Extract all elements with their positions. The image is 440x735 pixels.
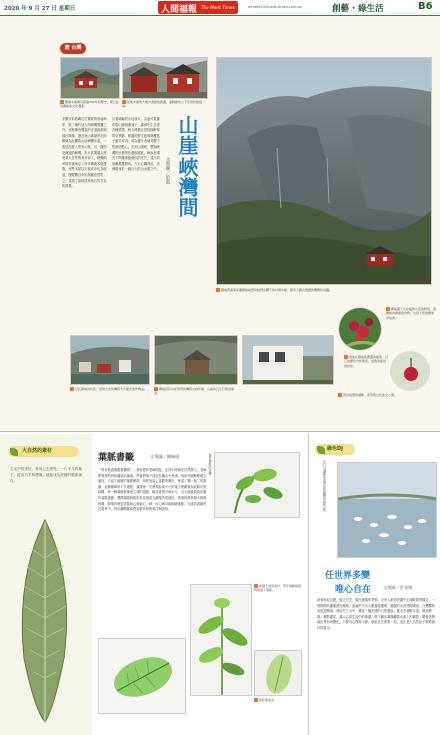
nature-intro: 生活中的美好，常用心去感受。一片平凡的葉子，經由巧手與想像，就能成為美麗的藝術創作。	[10, 467, 82, 483]
caption-leaf-process: 將葉子浸泡煮好，用牙刷輕刷葉肉後留下葉脈。	[254, 584, 302, 593]
article-byline: 文與圖／陳佩瑜	[150, 454, 180, 459]
header-bar	[0, 0, 440, 16]
caption-leaf-sprouts: 製作葉脈的步驟	[208, 454, 212, 475]
green-dj-badge: 綠色DJ	[315, 444, 355, 455]
nature-material-sidebar	[0, 434, 92, 735]
story-title-1: 山崖	[175, 115, 199, 155]
article-title: 葉脈書籤	[98, 453, 135, 463]
story-body-col-1: 多樂多彩島嶼位於挪威的西南海岸，除了擁有迷人的峽灣景觀之外，這裡擁有豐富的步道資源和健行路線，最近登山客最常走的路線為壯觀的山崖峽灣步道，一邊是高聳入雲的山壁，另一邊則是深邃的峽灣，步行其間讓人感受到大自然的鬼斧神工。峽灣兩旁的村落保存了許多傳統木屋建築，這些木屋以石板或草皮為屋頂，歷經數百年的風霜依然屹立，見證了當地居民與自然共存的智慧。	[62, 117, 107, 189]
caption-marker-icon	[254, 698, 258, 702]
photo-leaf-sprouts[interactable]	[214, 452, 300, 518]
leaf-badge-icon	[10, 448, 18, 456]
story-body-col-2: 沿著崎嶇的山徑前行，沿途可見瀑布從山壁傾瀉而下，森林中生長著各種漿果，秋天時節正是採摘野莓的好季節，路邊的野生藍莓與覆盆子隨手可得，成為健行者補充體力的最佳點心。走到山頂時，整個峽灣的壯麗景色盡收眼底，海水在陽光下閃耀著藍綠色的光芒，遠方的島嶼星羅棋布，令人心曠神怡，彷彿置身於一幅巨大的山水畫之中。	[112, 117, 160, 172]
story-title-2: 峽灣間	[175, 157, 199, 217]
caption-red-cabins: 從航木屋的方塊外清澈的碧湖，遠眺綠色山下花田和最後一海。	[122, 100, 206, 109]
logo-en: The Merit Times	[201, 4, 235, 10]
section-badge	[60, 43, 86, 54]
caption-berries: 挪威露天生存植物小徑的野莓，逐漸就為健康的食物，也是天然的維他命來源。	[386, 307, 436, 320]
caption-bookmark-result: 晾乾後成品	[254, 698, 302, 708]
top-story	[0, 17, 440, 432]
section-title: 創藝 · 綠生活	[332, 4, 384, 14]
single-berry-image	[391, 352, 430, 391]
logo-cn: 人間福報	[161, 5, 198, 15]
photo-mountain-cabin[interactable]	[154, 335, 238, 385]
caption-wooden-house: 挪威木屋擁有超過300年的歷史，現已成為挪威的文化遺產。	[60, 100, 119, 109]
dj-byline: 文與圖／洪金鳳	[383, 585, 413, 590]
story-byline: 文與圖／哈藍	[165, 157, 170, 184]
fjord-photo-image	[217, 58, 432, 285]
photo-red-cabins[interactable]	[122, 57, 208, 99]
dj-title-1: 任世界多變	[325, 571, 371, 581]
bird-photo-caption: 在日月潭國家風景區拍攝的鳥類生態	[322, 460, 326, 512]
house-photo-image	[61, 58, 120, 99]
photo-fjord-cliffs[interactable]	[216, 57, 432, 285]
badge-label: 遊 台灣	[64, 45, 82, 51]
caption-fjord: 挪威西南海岸邊挪威峽灣旁較們山腳下的吋樹木屋，屋旁人數山群護的鐵樹和雨露。	[216, 288, 336, 300]
photo-white-hut[interactable]	[242, 335, 334, 385]
leaf-bookmark-article	[0, 434, 305, 735]
dj-body: 趁著風和日麗，藍天白雲，陽光灑落的季節，全家人來到美濃中正湖畔賞景健走，一望無際的湖面波光粼粼，遠處的中央山脈層巒疊翠，湖邊的水鳥悠閒覓食，白鷺鷥時而展翅飛翔，時而佇立水中，構成一幅美麗的自然畫面。健走在湖畔步道，微風輕拂，樹影婆娑，讓人忘卻生活中的煩憂。停下腳步靜靜觀賞水面上的倒影，體會到無論世界如何變化，只要內心保持平靜，就能自在面對一切，這正是大自然給予我們最好的啟示。	[317, 598, 435, 630]
photo-egrets-lake[interactable]	[337, 462, 437, 558]
caption-mountain-cabin: 挪威居民仍在利用的傳統山林木屋，山區和石片打進的屋頂。	[154, 387, 235, 396]
photo-green-leaves[interactable]	[190, 584, 252, 696]
photo-single-berry[interactable]	[390, 351, 430, 391]
caption-village: 位於挪威的村莊，使用古老的傳統方式保存農作物品。	[70, 387, 150, 397]
photo-wild-berries[interactable]	[338, 307, 382, 351]
bookmark-result-image	[255, 651, 302, 696]
berries-photo-image	[339, 308, 382, 351]
leaf-skeleton-image	[99, 639, 186, 714]
caption-marker-icon	[338, 393, 342, 397]
leaf-badge-icon	[317, 446, 325, 454]
caption-white-hut: 低於峽灣的湖畔，使用的白色漁夫小屋。	[338, 393, 434, 407]
green-leaves-image	[191, 585, 252, 696]
photo-wooden-house[interactable]	[60, 57, 120, 99]
white-hut-image	[243, 336, 334, 385]
village-photo-image	[71, 336, 150, 385]
mountain-cabin-image	[155, 336, 238, 385]
issue-date: 2020 年 9 月 27 日 星期日	[4, 6, 76, 12]
dj-title-2: 唯心自在	[335, 585, 372, 595]
photo-bookmark-result[interactable]	[254, 650, 302, 696]
cabins-photo-image	[123, 58, 208, 99]
leaf-sprouts-image	[215, 453, 300, 518]
caption-marker-icon	[70, 387, 74, 391]
dry-leaf-image[interactable]	[14, 518, 76, 724]
website-url[interactable]: mmerit100merit-times.com.tw	[248, 5, 302, 9]
nature-badge: 大自然的素材	[8, 446, 78, 457]
photo-leaf-skeleton[interactable]	[98, 638, 186, 714]
newspaper-logo[interactable]	[158, 1, 238, 14]
caption-marker-icon	[216, 288, 220, 292]
green-dj-article	[308, 434, 440, 735]
photo-village[interactable]	[70, 335, 150, 385]
caption-single-berry: 散佈在挪威峽灣邊的葡萄，以它的顏色告知熟度，成熟的能找到好吃。	[344, 355, 388, 368]
page-number: B6	[418, 1, 433, 12]
article-body: 「時有做過葉脈書籤嗎？」我曾經的老師問起，記得小時候在自然課上，老師帶領我們到校園撿拾落葉，然後將葉子浸泡在鹼水中煮沸，再用牙刷輕輕刷去葉肉，只留下細緻的葉脈網絡，晾乾後染上喜歡的顏色，就成了獨一無二的書籤。這個簡單的手作過程，讓我第一次發現原來平凡的葉子裡藏著如此精巧的結構，每一條葉脈都像是生命的道路，輸送著養分與水分。長大後重新嘗試製作葉脈書籤，選擇葉脈較粗的桂花葉或玉蘭葉效果最好，煮葉時要掌握火候與時間，刷葉肉時更需要耐心與細心，稍一用力就可能刷破葉脈。完成的書籤夾在書頁中，每次翻閱都能想起製作時的專注與喜悅。	[98, 468, 207, 512]
egrets-lake-image	[338, 463, 437, 558]
